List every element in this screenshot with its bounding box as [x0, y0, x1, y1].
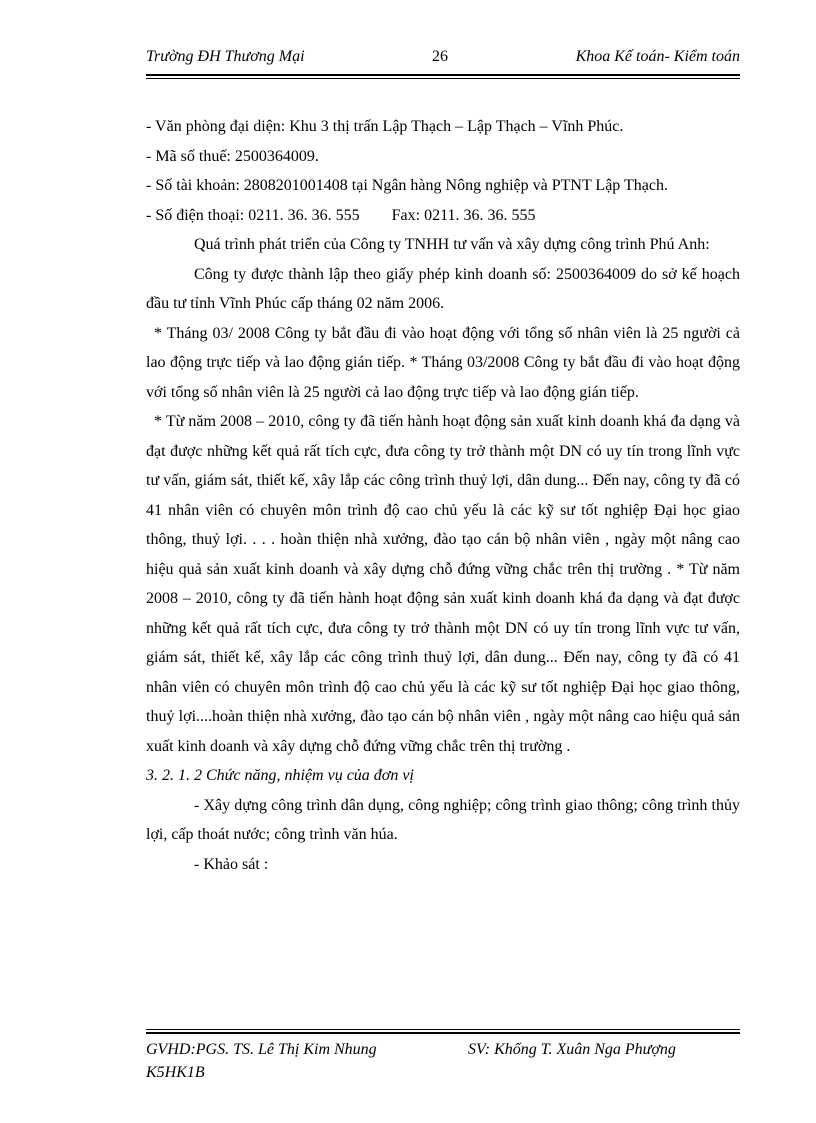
- footer-advisor: GVHD:PGS. TS. Lê Thị Kim Nhung: [146, 1041, 377, 1058]
- page-number: 26: [432, 48, 448, 65]
- header-rule-thick: [146, 74, 740, 76]
- page-body: [146, 112, 740, 879]
- founding-paragraph: Công ty được thành lập theo giấy phép kinh doanh số: 2500364009 do sở kế hoạch đầu tư tỉnh Vĩnh Phúc cấp tháng 02 năm 2006.: [146, 265, 740, 312]
- paragraph-2008: * Tháng 03/ 2008 Công ty bắt đầu đi vào hoạt động với tổng số nhân viên là 25 người cả lao động trực tiếp và lao động gián tiếp. * Tháng 03/2008 Công ty bắt đầu đi vào hoạt động với tổng số nhân viên là 25 người cả lao động trực tiếp và lao động gián tiếp.: [146, 324, 740, 401]
- duty-construction: - Xây dựng công trình dân dụng, công nghiệp; công trình giao thông; công trình thủy lợi, cấp thoát nước; công trình văn húa.: [146, 796, 740, 843]
- paragraph-2008-2010: * Từ năm 2008 – 2010, công ty đã tiến hành hoạt động sản xuất kinh doanh khá đa dạng và đạt được những kết quả rất tích cực, đưa công ty trở thành một DN có uy tín trong lĩnh vực tư vấn, giám sát, thiết kế, xây lắp các công trình thuỷ lợi, dân dung... Đến nay, công ty đã có 41 nhân viên có chuyên môn trình độ cao chủ yếu là các kỹ sư tốt nghiệp Đại học giao thông, thuỷ lợi. . . . hoàn thiện nhà xưởng, đào tạo cán bộ nhân viên , ngày một nâng cao hiệu quả sản xuất kinh doanh và xây dựng chỗ đứng vững chắc trên thị trường . * Từ năm 2008 – 2010, công ty đã tiến hành hoạt động sản xuất kinh doanh khá đa dạng và đạt được những kết quả rất tích cực, đưa công ty trở thành một DN có uy tín trong lĩnh vực tư vấn, giám sát, thiết kế, xây lắp các công trình thuỷ lợi, dân dung... Đến nay, công ty đã có 41 nhân viên có chuyên môn trình độ cao chủ yếu là các kỹ sư tốt nghiệp Đại học giao thông, thuỷ lợi....hoàn thiện nhà xưởng, đào tạo cán bộ nhân viên , ngày một nâng cao hiệu quả sản xuất kinh doanh và xây dựng chỗ đứng vững chắc trên thị trường .: [146, 413, 740, 755]
- header-school: Trường ĐH Thương Mại: [146, 48, 305, 65]
- tax-code-line: - Mã số thuế: 2500364009.: [146, 147, 319, 165]
- footer-rule-thin: [146, 1029, 740, 1030]
- account-line: - Số tài khoản: 2808201001408 tại Ngân hàng Nông nghiệp và PTNT Lập Thạch.: [146, 177, 668, 194]
- header-rule-thin: [146, 78, 740, 79]
- page-header: [146, 48, 740, 72]
- footer-student: SV: Khổng T. Xuân Nga Phượng: [468, 1041, 676, 1058]
- footer-class: K5HK1B: [146, 1064, 205, 1081]
- header-faculty: Khoa Kế toán- Kiểm toán: [575, 48, 740, 65]
- footer-rule-thick: [146, 1032, 740, 1034]
- office-line: - Văn phòng đại diện: Khu 3 thị trấn Lập Thạch – Lập Thạch – Vĩnh Phúc.: [146, 118, 624, 135]
- section-heading: 3. 2. 1. 2 Chức năng, nhiệm vụ của đơn vị: [146, 767, 414, 784]
- duty-survey: - Khảo sát :: [194, 855, 269, 873]
- history-intro: Quá trình phát triển của Công ty TNHH tư vấn và xây dựng công trình Phú Anh:: [194, 236, 710, 253]
- phone-line: - Số điện thoại: 0211. 36. 36. 555 Fax: 0211. 36. 36. 555: [146, 206, 536, 224]
